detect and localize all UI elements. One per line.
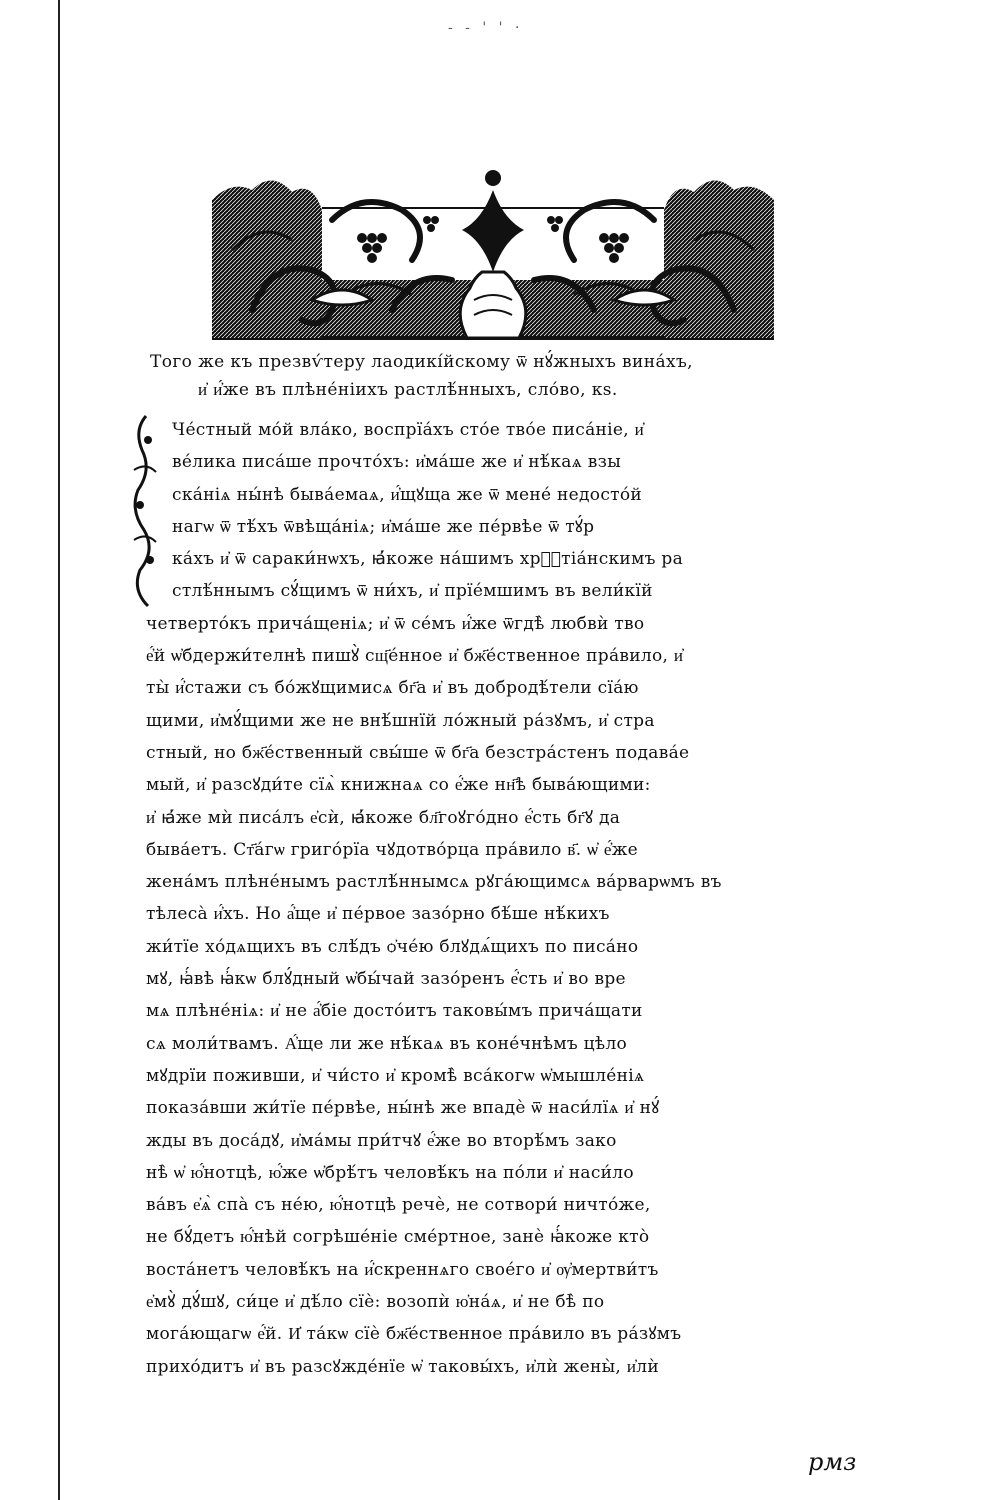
text-line: мꙋ, ꙗ҆́вѣ ꙗ҆́кѡ блꙋ́дный ѡ҆бы́чай зазо́ренъ е҆́сть и҆ во вре xyxy=(146,969,626,990)
text-line: ты̀ и҆́стажи съ бо́жꙋщимисѧ бг҃а и҆ въ добродѣ́тели сїа́ю xyxy=(146,678,639,699)
text-line: мꙋдрїи поживши, и҆ чи́сто и҆ кромѣ̀ вса́когѡ ѡ҆мышле́ніѧ xyxy=(146,1065,645,1086)
text-line: четверто́къ прича́щеніѧ; и҆ ѿ се́мъ и҆́же ѿгдѣ̀ любвѝ тво xyxy=(146,613,645,634)
heading-line: Того же къ презвѵ́теру лаодикі́йскому ѿ нꙋ́жныхъ вина́хъ, xyxy=(150,352,693,372)
text-line: воста́нетъ человѣ́къ на и҆́скреннѧго свое́го и҆ ѹ҆мертви́тъ xyxy=(146,1259,659,1280)
text-line: щими, и҆мꙋ́щими же не внѣ́шнїй ло́жный ра́зꙋмъ, и҆ стра xyxy=(146,710,655,731)
text-line: показа́вши жи́тїе пе́рвѣе, ны́нѣ же впадѐ ѿ наси́лїѧ и҆ нꙋ́ xyxy=(146,1098,660,1119)
text-line: е҆́й ѡ҆бдержи́телнѣ пишꙋ̀ сщ҃е́нное и҆ бж҃е́ственное пра́вило, и҆ xyxy=(146,646,684,667)
text-line: стлѣ́ннымъ сꙋ́щимъ ѿ ни́хъ, и҆ прїе́мшимъ въ вели́кїй xyxy=(172,581,653,602)
text-line: е҆мꙋ̀ дꙋ́шꙋ, си́це и҆ дѣ́ло сїѐ: возопѝ ю҆на́ѧ, и҆ не бѣ̀ по xyxy=(146,1292,605,1313)
text-line: стный, но бж҃е́ственный свы́ше ѿ бг҃а безстра́стенъ подава́е xyxy=(146,742,690,763)
text-line: нѣ̀ ѡ҆ ю҆́нотцѣ, ю҆́же ѡ҆брѣ́тъ человѣ́къ на по́ли и҆ наси́ло xyxy=(146,1162,634,1183)
text-line: ска́ніѧ ны́нѣ быва́емаѧ, и҆́щꙋща же ѿ мене́ недосто́й xyxy=(172,484,643,505)
page-margin-rule xyxy=(58,0,60,1500)
page-number: рмз xyxy=(808,1448,857,1476)
top-marks: - - ' ' · xyxy=(448,20,524,36)
text-line: не бꙋ́детъ ю҆́нѣй согрѣше́ніе сме́ртное, занѐ ꙗ҆́коже кто̀ xyxy=(146,1227,650,1248)
body-text xyxy=(146,414,826,1383)
text-line: жды въ доса́дꙋ, и҆ма́мы при́тчꙋ е҆́же во вторѣ́мъ зако xyxy=(146,1130,617,1151)
text-line: быва́етъ. Ст҃а́гѡ григо́рїа чꙋдотво́рца пра́вило в҃. ѡ҆ е҆́же xyxy=(146,839,639,860)
ornamental-headpiece xyxy=(212,160,774,340)
text-line: прихо́дитъ и҆ въ разсꙋжде́нїе ѡ҆ таковы́хъ, и҆лѝ жены̀, и҆лѝ xyxy=(146,1356,659,1377)
text-line: и҆ ꙗ҆́же мѝ писа́лъ е҆сѝ, ꙗ҆́коже бл҃гоꙋго́дно е҆́сть бг҃ꙋ да xyxy=(146,807,621,828)
text-line: жена́мъ плѣне́нымъ растлѣ́ннымсѧ рꙋга́ющимсѧ ва́рварѡмъ въ xyxy=(146,872,722,893)
chapter-heading xyxy=(150,348,810,404)
text-line: мога́ющагѡ е҆́й. И҆ та́кѡ сїѐ бж҃е́ственное пра́вило въ ра́зꙋмъ xyxy=(146,1324,682,1345)
text-line: сѧ моли́твамъ. А҆́ще ли же нѣ́каѧ въ коне́чнѣмъ цѣло xyxy=(146,1033,628,1054)
text-line: ка́хъ и҆ ѿ сараки́нѡхъ, ꙗ҆́коже на́шимъ хрⷭ҇тіа́нскимъ ра xyxy=(172,549,684,570)
text-line: жи́тїе хо́дѧщихъ въ слѣ́дъ ѻ҆че́ю блꙋдѧ́щихъ по писа́но xyxy=(146,936,639,957)
text-line: мый, и҆ разсꙋди́те сїѧ̀ книжнаѧ со е҆́же нн҃ѣ быва́ющими: xyxy=(146,775,651,796)
text-line: ва́въ е҆ѧ̀ спа̀ съ не́ю, ю҆́нотцѣ речѐ, не сотвори́ ничто́же, xyxy=(146,1195,651,1216)
text-line: мѧ плѣне́ніѧ: и҆ не а҆́біе досто́итъ таковы́мъ прича́щати xyxy=(146,1001,643,1022)
text-line: ве́лика писа́ше прочто́хъ: и҆ма́ше же и҆ нѣ́каѧ взы xyxy=(172,452,622,473)
text-line: тѣлеса̀ и҆́хъ. Но а҆́ще и҆ пе́рвое зазо́рно бѣ́ше нѣ́кихъ xyxy=(146,904,610,925)
text-line: Че́стный мо́й вла́ко, воспрїа́хъ сто́е тво́е писа́ніе, и҆ xyxy=(172,420,645,440)
text-line: нагѡ ѿ тѣ́хъ ѿвѣща́ніѧ; и҆ма́ше же пе́рвѣе ѿ тꙋ́р xyxy=(172,516,595,537)
heading-line: и҆ и҆́же въ плѣне́ніихъ растлѣ́нныхъ, сло́во, кѕ. xyxy=(198,380,618,400)
